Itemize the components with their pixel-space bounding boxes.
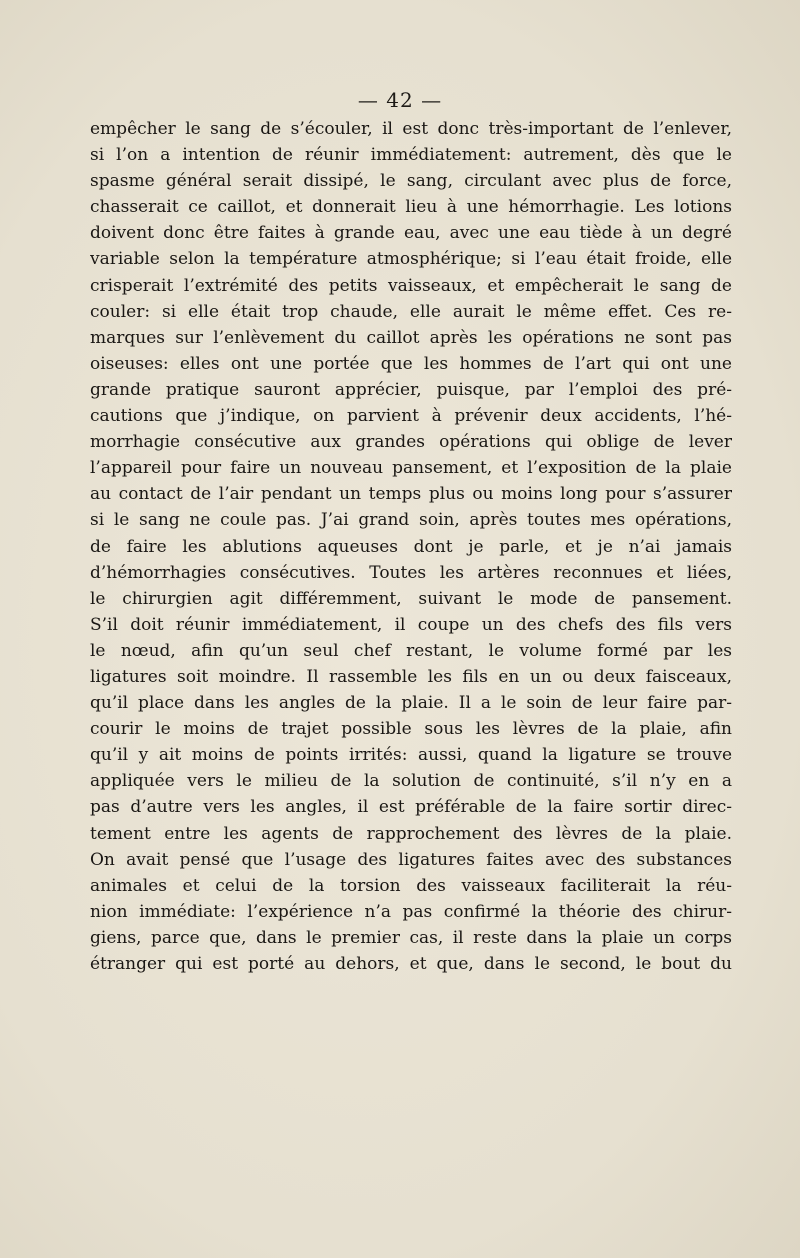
text-line: variable selon la température atmosphérique; si l’eau était froide, elle bbox=[90, 249, 732, 270]
text-line: empêcher le sang de s’écouler, il est donc très-important de l’enlever, bbox=[90, 119, 732, 139]
text-line: ligatures soit moindre. Il rassemble les fils en un ou deux faisceaux, bbox=[90, 666, 732, 687]
text-line: grande pratique sauront apprécier, puisque, par l’emploi des pré- bbox=[90, 379, 732, 400]
text-line: appliquée vers le milieu de la solution de continuité, s’il n’y en a bbox=[90, 771, 732, 792]
text-line: doivent donc être faites à grande eau, avec une eau tiède à un degré bbox=[90, 223, 732, 244]
text-line: si le sang ne coule pas. J’ai grand soin, après toutes mes opérations, bbox=[90, 510, 732, 531]
text-line: chasserait ce caillot, et donnerait lieu à une hémorrhagie. Les lotions bbox=[90, 197, 732, 218]
text-line: l’appareil pour faire un nouveau pansement, et l’exposition de la plaie bbox=[90, 458, 732, 479]
text-line: le nœud, afin qu’un seul chef restant, le volume formé par les bbox=[90, 640, 732, 661]
text-line: qu’il place dans les angles de la plaie. Il a le soin de leur faire par- bbox=[90, 693, 732, 714]
page-number: — 42 — bbox=[357, 88, 443, 112]
text-line: nion immédiate: l’expérience n’a pas confirmé la théorie des chirur- bbox=[90, 901, 732, 922]
text-line: S’il doit réunir immédiatement, il coupe un des chefs des fils vers bbox=[90, 614, 732, 635]
text-line: marques sur l’enlèvement du caillot après les opérations ne sont pas bbox=[90, 327, 732, 348]
text-line: pas d’autre vers les angles, il est préférable de la faire sortir direc- bbox=[90, 797, 732, 818]
text-line: au contact de l’air pendant un temps plus ou moins long pour s’assurer bbox=[90, 484, 732, 505]
text-line: courir le moins de trajet possible sous les lèvres de la plaie, afin bbox=[90, 719, 732, 740]
text-line: giens, parce que, dans le premier cas, il reste dans la plaie un corps bbox=[90, 927, 732, 948]
body-text bbox=[90, 116, 732, 977]
text-line: d’hémorrhagies consécutives. Toutes les artères reconnues et liées, bbox=[90, 562, 732, 583]
text-line: On avait pensé que l’usage des ligatures faites avec des substances bbox=[90, 849, 732, 870]
text-line: morrhagie consécutive aux grandes opérations qui oblige de lever bbox=[90, 432, 732, 453]
text-line: spasme général serait dissipé, le sang, circulant avec plus de force, bbox=[90, 171, 732, 192]
text-line: tement entre les agents de rapprochement des lèvres de la plaie. bbox=[90, 823, 732, 844]
text-line: animales et celui de la torsion des vaisseaux faciliterait la réu- bbox=[90, 875, 732, 896]
text-line: crisperait l’extrémité des petits vaisseaux, et empêcherait le sang de bbox=[90, 275, 732, 296]
text-line: si l’on a intention de réunir immédiatement: autrement, dès que le bbox=[90, 145, 732, 166]
text-line: étranger qui est porté au dehors, et que, dans le second, le bout du bbox=[90, 954, 732, 974]
text-line: cautions que j’indique, on parvient à prévenir deux accidents, l’hé- bbox=[90, 406, 732, 427]
text-line: le chirurgien agit différemment, suivant le mode de pansement. bbox=[90, 588, 732, 609]
text-line: couler: si elle était trop chaude, elle aurait le même effet. Ces re- bbox=[90, 301, 732, 322]
text-line: oiseuses: elles ont une portée que les hommes de l’art qui ont une bbox=[90, 353, 732, 374]
text-line: de faire les ablutions aqueuses dont je parle, et je n’ai jamais bbox=[90, 536, 732, 557]
text-line: qu’il y ait moins de points irrités: aussi, quand la ligature se trouve bbox=[90, 745, 732, 766]
